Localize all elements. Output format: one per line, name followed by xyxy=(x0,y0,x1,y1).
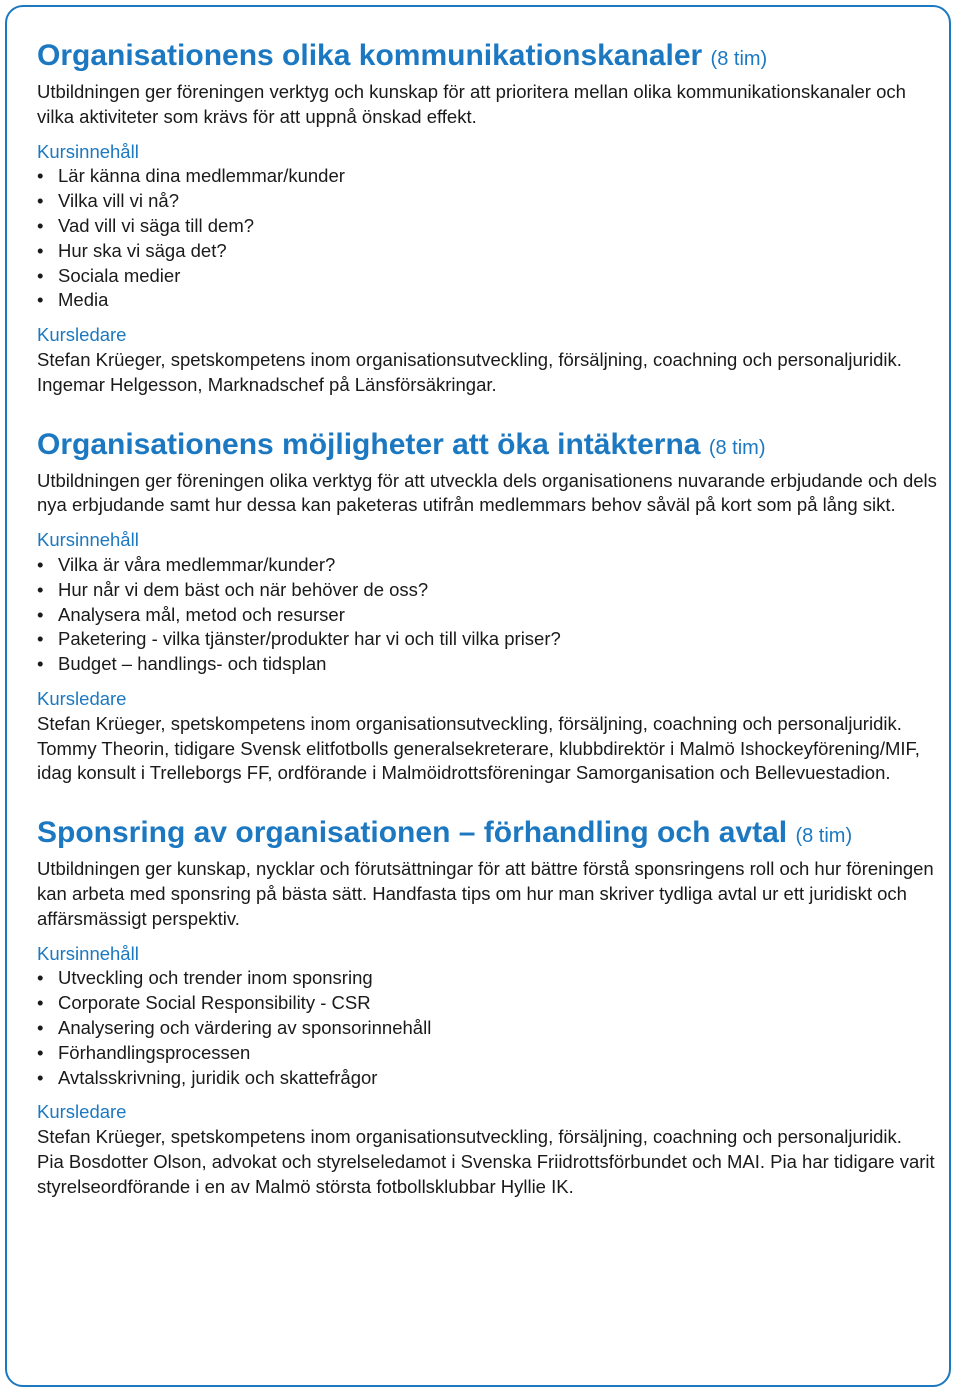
leader-bio: Ingemar Helgesson, Marknadschef på Länsförsäkringar. xyxy=(37,373,497,395)
list-item: • Analysering och värdering av sponsorinnehåll xyxy=(37,1016,937,1041)
content-label: Kursinnehåll xyxy=(37,529,139,551)
content-label: Kursinnehåll xyxy=(37,140,139,162)
course-section xyxy=(37,814,937,1199)
leader-bio: Pia Bosdotter Olson, advokat och styrelseledamot i Svenska Friidrottsförbundet och MAI. Pia har tidigare varit styrelseordförande i en av Malmö största fotbollsklubbar Hyllie IK. xyxy=(37,1150,935,1197)
leader-bio: Stefan Krüeger, spetskompetens inom organisationsutveckling, försäljning, coachning och personaljuridik. xyxy=(37,712,902,734)
page-frame xyxy=(5,5,951,1387)
course-title-text: Organisationens olika kommunikationskanaler xyxy=(37,39,703,72)
course-description: Utbildningen ger kunskap, nycklar och förutsättningar för att bättre förstå sponsringens roll och hur föreningen kan arbeta med sponsring på bästa sätt. Handfasta tips om hur man skriver tydliga avtal ur ett juridiskt och affärsmässigt perspektiv. xyxy=(37,858,934,929)
list-item: • Vilka vill vi nå? xyxy=(37,189,937,214)
course-title xyxy=(37,37,937,78)
course-description: Utbildningen ger föreningen verktyg och kunskap för att prioritera mellan olika kommunikationskanaler och vilka aktiviteter som krävs för att uppnå önskad effekt. xyxy=(37,81,906,127)
list-item: • Sociala medier xyxy=(37,264,937,289)
course-title-text: Organisationens möjligheter att öka intäkterna xyxy=(37,427,701,461)
list-item: • Media xyxy=(37,288,937,313)
list-item: • Avtalsskrivning, juridik och skattefrågor xyxy=(37,1066,937,1091)
leader-label: Kursledare xyxy=(37,324,127,346)
list-item: • Corporate Social Responsibility - CSR xyxy=(37,991,937,1016)
leader-bio: Stefan Krüeger, spetskompetens inom organisationsutveckling, försäljning, coachning och personaljuridik. xyxy=(37,1126,902,1148)
course-description: Utbildningen ger föreningen olika verktyg för att utveckla dels organisationens nuvarande erbjudande och dels nya erbjudande samt hur dessa kan paketeras utifrån medlemmars behov såväl på kort som på lång sikt. xyxy=(37,469,937,516)
list-item: • Vad vill vi säga till dem? xyxy=(37,214,937,239)
course-title xyxy=(37,814,937,855)
content-list xyxy=(37,553,937,677)
course-section xyxy=(37,37,937,398)
list-item: • Hur når vi dem bäst och när behöver de oss? xyxy=(37,578,937,603)
list-item: • Budget – handlings- och tidsplan xyxy=(37,652,937,677)
content-label: Kursinnehåll xyxy=(37,942,139,964)
course-duration: (8 tim) xyxy=(795,825,853,848)
course-title xyxy=(37,426,937,467)
list-item: • Lär känna dina medlemmar/kunder xyxy=(37,164,937,189)
course-title-text: Sponsring av organisationen – förhandling och avtal xyxy=(37,816,788,850)
leader-bio: Tommy Theorin, tidigare Svensk elitfotbolls generalsekreterare, klubbdirektör i Malmö Ishockeyförening/MIF, idag konsult i Trelleborgs FF, ordförande i Malmöidrottsföreningar Samorganisation och Bellevuestadion. xyxy=(37,737,920,784)
list-item: • Analysera mål, metod och resurser xyxy=(37,603,937,628)
list-item: • Vilka är våra medlemmar/kunder? xyxy=(37,553,937,578)
list-item: • Paketering - vilka tjänster/produkter har vi och till vilka priser? xyxy=(37,627,937,652)
leader-bio: Stefan Krüeger, spetskompetens inom organisationsutveckling, försäljning, coachning och personaljuridik. xyxy=(37,348,902,370)
list-item: • Hur ska vi säga det? xyxy=(37,239,937,264)
leader-label: Kursledare xyxy=(37,1101,127,1123)
list-item: • Utveckling och trender inom sponsring xyxy=(37,966,937,991)
course-section xyxy=(37,426,937,787)
course-duration: (8 tim) xyxy=(710,48,768,70)
content-list xyxy=(37,164,937,313)
course-list xyxy=(37,37,937,1227)
content-list xyxy=(37,966,937,1090)
leader-label: Kursledare xyxy=(37,687,127,709)
course-duration: (8 tim) xyxy=(708,436,766,459)
list-item: • Förhandlingsprocessen xyxy=(37,1041,937,1066)
